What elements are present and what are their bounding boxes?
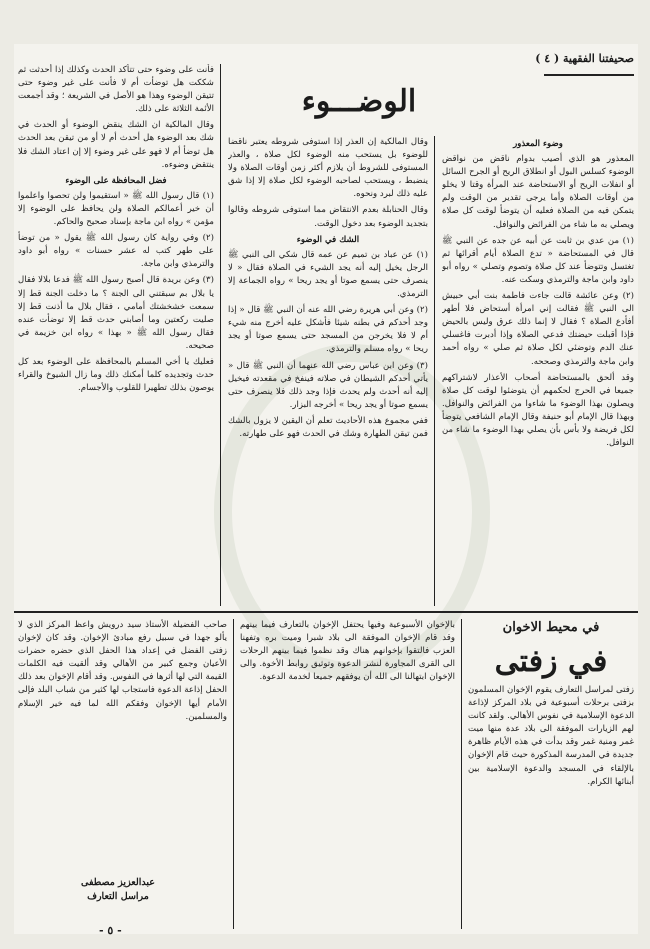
paragraph: (٣) وعن ابن عباس رضي الله عنهما أن النبي ﷺ قال « يأتي أحدكم الشيطان في صلاته فينفخ في مقعدته فيخيل إليه أنه أحدث ولم يحدث فإذا وجد ذلك فلا ينصرف حتى يسمع صوتا أو يجد ريحا » أخرجه البزار. [228, 360, 428, 410]
paragraph: وقال الحنابلة بعدم الانتقاض مما استوفى شروطه وقالوا بتجديد الوضوء بعد دخول الوقت. [228, 205, 428, 229]
section-heading: في محيط الاخوان [502, 620, 600, 635]
column-divider [220, 64, 221, 606]
series-heading: صحيفتنا الفقهية ( ٤ ) [535, 52, 634, 65]
signature-role: مراسل التعارف [87, 891, 149, 902]
page-title: الوضـــوء [301, 84, 417, 119]
signature-name: عبدالعزيز مصطفى [81, 877, 155, 888]
middle-column [228, 136, 428, 606]
section-subheading: الشك في الوضوء [296, 234, 360, 245]
section-rule [14, 611, 638, 613]
paragraph: (١) قال رسول الله ﷺ « استقيموا ولن تحصوا واعلموا أن خير أعمالكم الصلاة ولن يحافظ على الوضوء إلا مؤمن » رواه ابن ماجة بإسناد صحيح والحاكم. [18, 190, 214, 228]
paragraph: (٢) وعن عائشة قالت جاءت فاطمة بنت أبي حبيش الى النبي ﷺ فقالت إني امرأة أستحاض فلا أطهر أفأدع الصلاة ؟ فقال لا إنما ذلك عرق وليس بالحيض فإذا أقبلت حيضتك فدعي الصلاة وإذا أدبرت فاغسلي عنك الدم وتوضئي لكل صلاة ثم صلي » رواه أحمد وابن ماجة والترمذي وصححه. [442, 291, 634, 367]
paragraph: (٢) وفي رواية كان رسول الله ﷺ يقول « من توضأ على طهر كتب له عشر حسنات » رواه أبو داود والترمذي وابن ماجة. [18, 233, 214, 270]
column-divider [233, 619, 234, 929]
section-subheading: وضوء المعذور [513, 139, 563, 149]
paragraph: ففي مجموع هذه الأحاديث تعلم أن اليقين لا يزول بالشك فمن تيقن الطهارة وشك في الحدث فهو على طهارته. [228, 415, 428, 439]
paragraph: (٢) وعن أبي هريرة رضي الله عنه أن النبي ﷺ قال « إذا وجد أحدكم في بطنه شيئا فأشكل عليه أخرج منه شيء أم لا فلا يخرجن من المسجد حتى يسمع صوتا أو يجد ريحا » رواه مسلم والترمذي. [228, 305, 428, 355]
paragraph: (١) عن عباد بن تميم عن عمه قال شكي الى النبي ﷺ الرجل يخيل إليه أنه يجد الشيء في الصلاة فقال « لا ينصرف حتى يسمع صوتا أو يجد ريحا » رواه الجماعة إلا الترمذي. [228, 249, 428, 300]
paragraph: المعذور هو الذي أصيب بدوام ناقض من نواقض الوضوء كسلس البول أو انطلاق الريح أو الجرح السائل أو انفلات الريح أو الاستحاضة عند المرأة وقتا لا يخلو من أوقات الصلاة وأما يرجى تقدير من الوقت ولم يتمكن فيه من الصلاة فعليه أن يتوضأ لوقت كل صلاة ويصلي به ما شاء من الفرائض والنوافل. [442, 154, 634, 230]
column-divider [434, 136, 435, 606]
paragraph: فأنت على وضوء حتى تتأكد الحدث وكذلك إذا أحدثت ثم شككت هل توضأت أم لا فأنت على غير وضوء حتى تتيقن الوضوء وهذا هو الأصل في الشريعة ؛ وقد أجمعت الأئمة الثلاثة على ذلك. [18, 65, 214, 115]
page-number: - ٥ - [99, 924, 122, 937]
column-divider [461, 619, 462, 929]
left-column [18, 64, 214, 606]
article-column-1: زفتى لمراسل التعارف يقوم الإخوان المسلمون بزفتى برحلات أسبوعية في بلاد المركز لإذاعة الدعوة الإسلامية في نفوس الأهالي. ولقد كانت لهم الزيارات الموفقة الى بلاد عدة منها ميت غمر ومنية غمر وقد بدأت في هذه الأيام ظاهرة جديدة في المدرسة المذكورة حيث قام الإخوان بالإلقاء في المسجد والدعوة الإسلامية بين أبنائها الكرام. [468, 685, 634, 787]
paragraph: وقال المالكية إن العذر إذا استوفى شروطه يعتبر ناقضا للوضوء بل يستحب منه الوضوء لكل صلاة ، والعذر المستوفى للشروط أن يلازم أكثر زمن أوقات الصلاة ولا ينضبط ، ويستحب لصاحبه الوضوء لكل صلاة إلا إذا شق عليه ذلك لبرد ونحوه. [228, 137, 428, 200]
right-column [442, 136, 634, 606]
article-column-2: بالإخوان الأسبوعية وفيها يحتفل الإخوان بالتعارف فيما بينهم وقد قام الإخوان الموفقة الى بلاد شبرا وميت بره وتفهنا العزب فالتقوا بإخوانهم هناك وقد نظموا فيما بينهم الرحلات الى القرى المجاورة لنشر الدعوة وتوثيق روابط الأخوة. والى الإخوان ابتهالنا الى الله أن يوفقهم جميعا لخدمة الدعوة. [240, 620, 455, 683]
section-subheading: فضل المحافظة على الوضوء [65, 175, 167, 186]
header-rule [544, 74, 634, 76]
newspaper-page [14, 44, 638, 937]
paragraph: وقد ألحق بالمستحاضة أصحاب الأعذار لاشتراكهم جميعا في الحرج لحكمهم أن يتوضئوا لوقت كل صلاة ويصلون بهذا الوضوء ما شاءوا من الفرائض والنوافل. وبهذا قال الإمام أبو حنيفة وقال الإمام الشافعي يتوضأ لكل فريضة ولا بأس بأن يصلي بهذا الوضوء ما شاء من النوافل. [442, 372, 634, 449]
signature-block [58, 876, 178, 904]
section-title: في زفتى [494, 644, 608, 679]
article-column-3: صاحب الفضيلة الأستاذ سيد درويش واعظ المركز الذي لا يألو جهدا في سبيل رفع مبادئ الإخوان. وقد كان لإخوان زفتى الفضل في إعداد هذا الحفل الذي حضره حضرات الأعيان وجمع كبير من الأهالي وقد ألقيت فيه الكلمات القيمة التي لها أثرها في النفوس. وقد أقام الإخوان بعد ذلك الحفل إذاعة الدعوة فاستجاب لها كثير من شباب البلد فإلى الأمام أيها الإخوان وفقكم الله لما فيه خير الإسلام والمسلمين. [18, 620, 227, 722]
paragraph: (١) من عدي بن ثابت عن أبيه عن جده عن النبي ﷺ قال في المستحاضة « تدع الصلاة أيام أقرائها ثم تغتسل وتتوضأ عند كل صلاة وتصوم وتصلي » رواه أبو داود وابن ماجة والترمذي وسكت عنه. [442, 235, 634, 285]
paragraph: وقال المالكية ان الشك ينقض الوضوء أو الحدث في شك بعد الوضوء هل أحدث أم لا أو من تيقن بعد الحدث هل توضأ أم لا فهو على غير وضوء إلا إن اعتاد الشك فلا ينتقض وضوءه. [18, 120, 214, 170]
paragraph: فعليك يا أخي المسلم بالمحافظة على الوضوء بعد كل حدث وتجديده كلما أمكنك ذلك وما زال الشيوخ والقراء يوصون بذلك تطهيرا للقلوب والأجسام. [18, 356, 214, 394]
paragraph: (٣) وعن بريدة قال أصبح رسول الله ﷺ فدعا بلالا فقال يا بلال بم سبقتني الى الجنة ؟ ما دخلت الجنة قط إلا سمعت خشخشتك أمامي ، فقال بلال ما أذنت قط إلا صليت ركعتين وما أصابني حدث قط إلا توضأت عنده فقال رسول الله ﷺ « بهذا » رواه ابن خزيمة في صحيحه. [18, 275, 214, 351]
